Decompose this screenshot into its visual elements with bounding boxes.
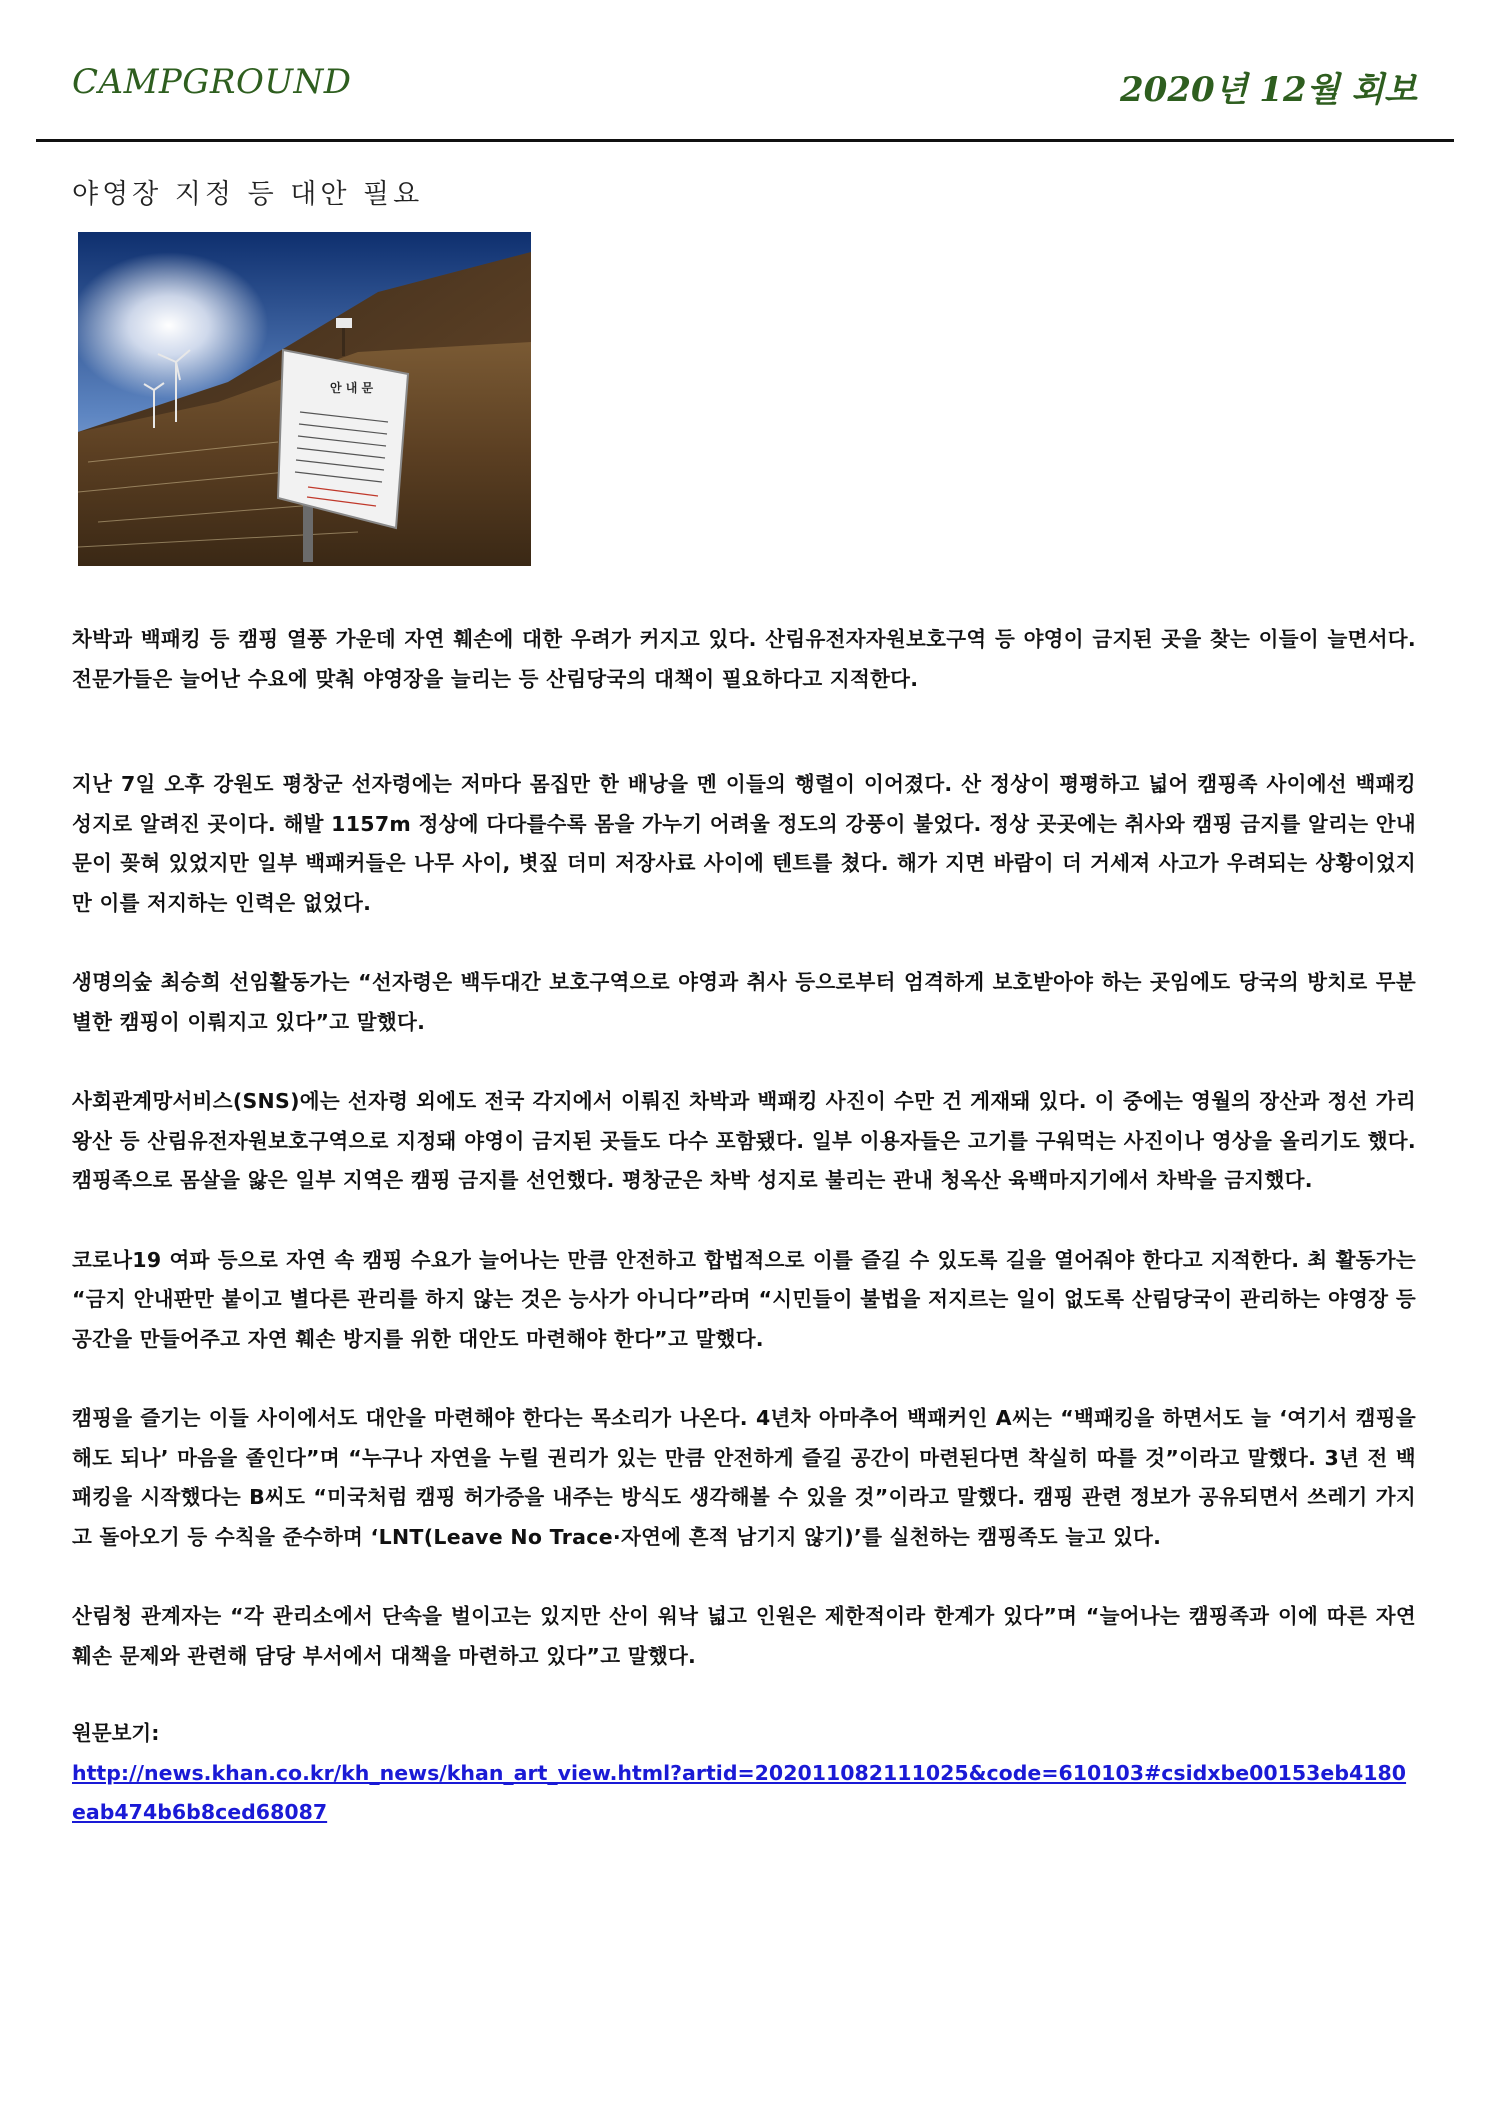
issue-date: 2020년 12월 회보 [1120, 70, 1417, 110]
body-paragraph: 지난 7일 오후 강원도 평창군 선자령에는 저마다 몸집만 한 배낭을 멘 이들의 행렬이 이어졌다. 산 정상이 평평하고 넓어 캠핑족 사이에선 백패킹 성지로 알려진 곳이다. 해발 1157m 정상에 다다를수록 몸을 가누기 어려울 정도의 강풍이 불었다. 정상 곳곳에는 취사와 캠핑 금지를 알리는 안내문이 꽂혀 있었지만 일부 백패커들은 나무 사이, 볏짚 더미 저장사료 사이에 텐트를 쳤다. 해가 지면 바람이 더 거세져 사고가 우려되는 상황이었지만 이를 저지하는 인력은 없었다. [72, 772, 1416, 915]
body-paragraph: 산림청 관계자는 “각 관리소에서 단속을 벌이고는 있지만 산이 워낙 넓고 인원은 제한적이라 한계가 있다”며 “늘어나는 캠핑족과 이에 따른 자연 훼손 문제와 관련해 담당 부서에서 대책을 마련하고 있다”고 말했다. [72, 1604, 1416, 1668]
body-paragraph: 캠핑을 즐기는 이들 사이에서도 대안을 마련해야 한다는 목소리가 나온다. 4년차 아마추어 백패커인 A씨는 “백패킹을 하면서도 늘 ‘여기서 캠핑을 해도 되나’ 마음을 졸인다”며 “누구나 자연을 누릴 권리가 있는 만큼 안전하게 즐길 공간이 마련된다면 착실히 따를 것”이라고 말했다. 3년 전 백패킹을 시작했다는 B씨도 “미국처럼 캠핑 허가증을 내주는 방식도 생각해볼 수 있을 것”이라고 말했다. 캠핑 관련 정보가 공유되면서 쓰레기 가지고 돌아오기 등 수칙을 준수하며 ‘LNT(Leave No Trace·자연에 흔적 남기지 않기)’를 실천하는 캠핑족도 늘고 있다. [72, 1406, 1416, 1549]
source-label: 원문보기: [72, 1721, 160, 1745]
body-paragraph: 생명의숲 최승희 선임활동가는 “선자령은 백두대간 보호구역으로 야영과 취사 등으로부터 엄격하게 보호받아야 하는 곳임에도 당국의 방치로 무분별한 캠핑이 이뤄지고 있다”고 말했다. [72, 970, 1416, 1034]
header-divider [36, 139, 1454, 142]
article-body [72, 620, 1416, 1833]
lead-paragraph: 차박과 백패킹 등 캠핑 열풍 가운데 자연 훼손에 대한 우려가 커지고 있다. 산림유전자자원보호구역 등 야영이 금지된 곳을 찾는 이들이 늘면서다. 전문가들은 늘어난 수요에 맞춰 야영장을 늘리는 등 산림당국의 대책이 필요하다고 지적한다. [72, 627, 1416, 691]
sign-heading: 안 내 문 [330, 381, 374, 395]
article-photo [78, 232, 531, 566]
source-link[interactable]: http://news.khan.co.kr/kh_news/khan_art_view.html?artid=202011082111025&code=610103#csidxbe00153eb4180eab474b6b8ced68087 [72, 1760, 1407, 1824]
brand-name: CAMPGROUND [72, 62, 352, 102]
page-header [72, 62, 1417, 112]
body-paragraph: 코로나19 여파 등으로 자연 속 캠핑 수요가 늘어나는 만큼 안전하고 합법적으로 이를 즐길 수 있도록 길을 열어줘야 한다고 지적한다. 최 활동가는 “금지 안내판만 붙이고 별다른 관리를 하지 않는 것은 능사가 아니다”라며 “시민들이 불법을 저지르는 일이 없도록 산림당국이 관리하는 야영장 등 공간을 만들어주고 자연 훼손 방지를 위한 대안도 마련해야 한다”고 말했다. [72, 1247, 1416, 1351]
body-paragraph: 사회관계망서비스(SNS)에는 선자령 외에도 전국 각지에서 이뤄진 차박과 백패킹 사진이 수만 건 게재돼 있다. 이 중에는 영월의 장산과 정선 가리왕산 등 산림유전자원보호구역으로 지정돼 야영이 금지된 곳들도 다수 포함됐다. 일부 이용자들은 고기를 구워먹는 사진이나 영상을 올리기도 했다. 캠핑족으로 몸살을 앓은 일부 지역은 캠핑 금지를 선언했다. 평창군은 차박 성지로 불리는 관내 청옥산 육백마지기에서 차박을 금지했다. [72, 1089, 1416, 1192]
article-title: 야영장 지정 등 대안 필요 [72, 179, 424, 210]
